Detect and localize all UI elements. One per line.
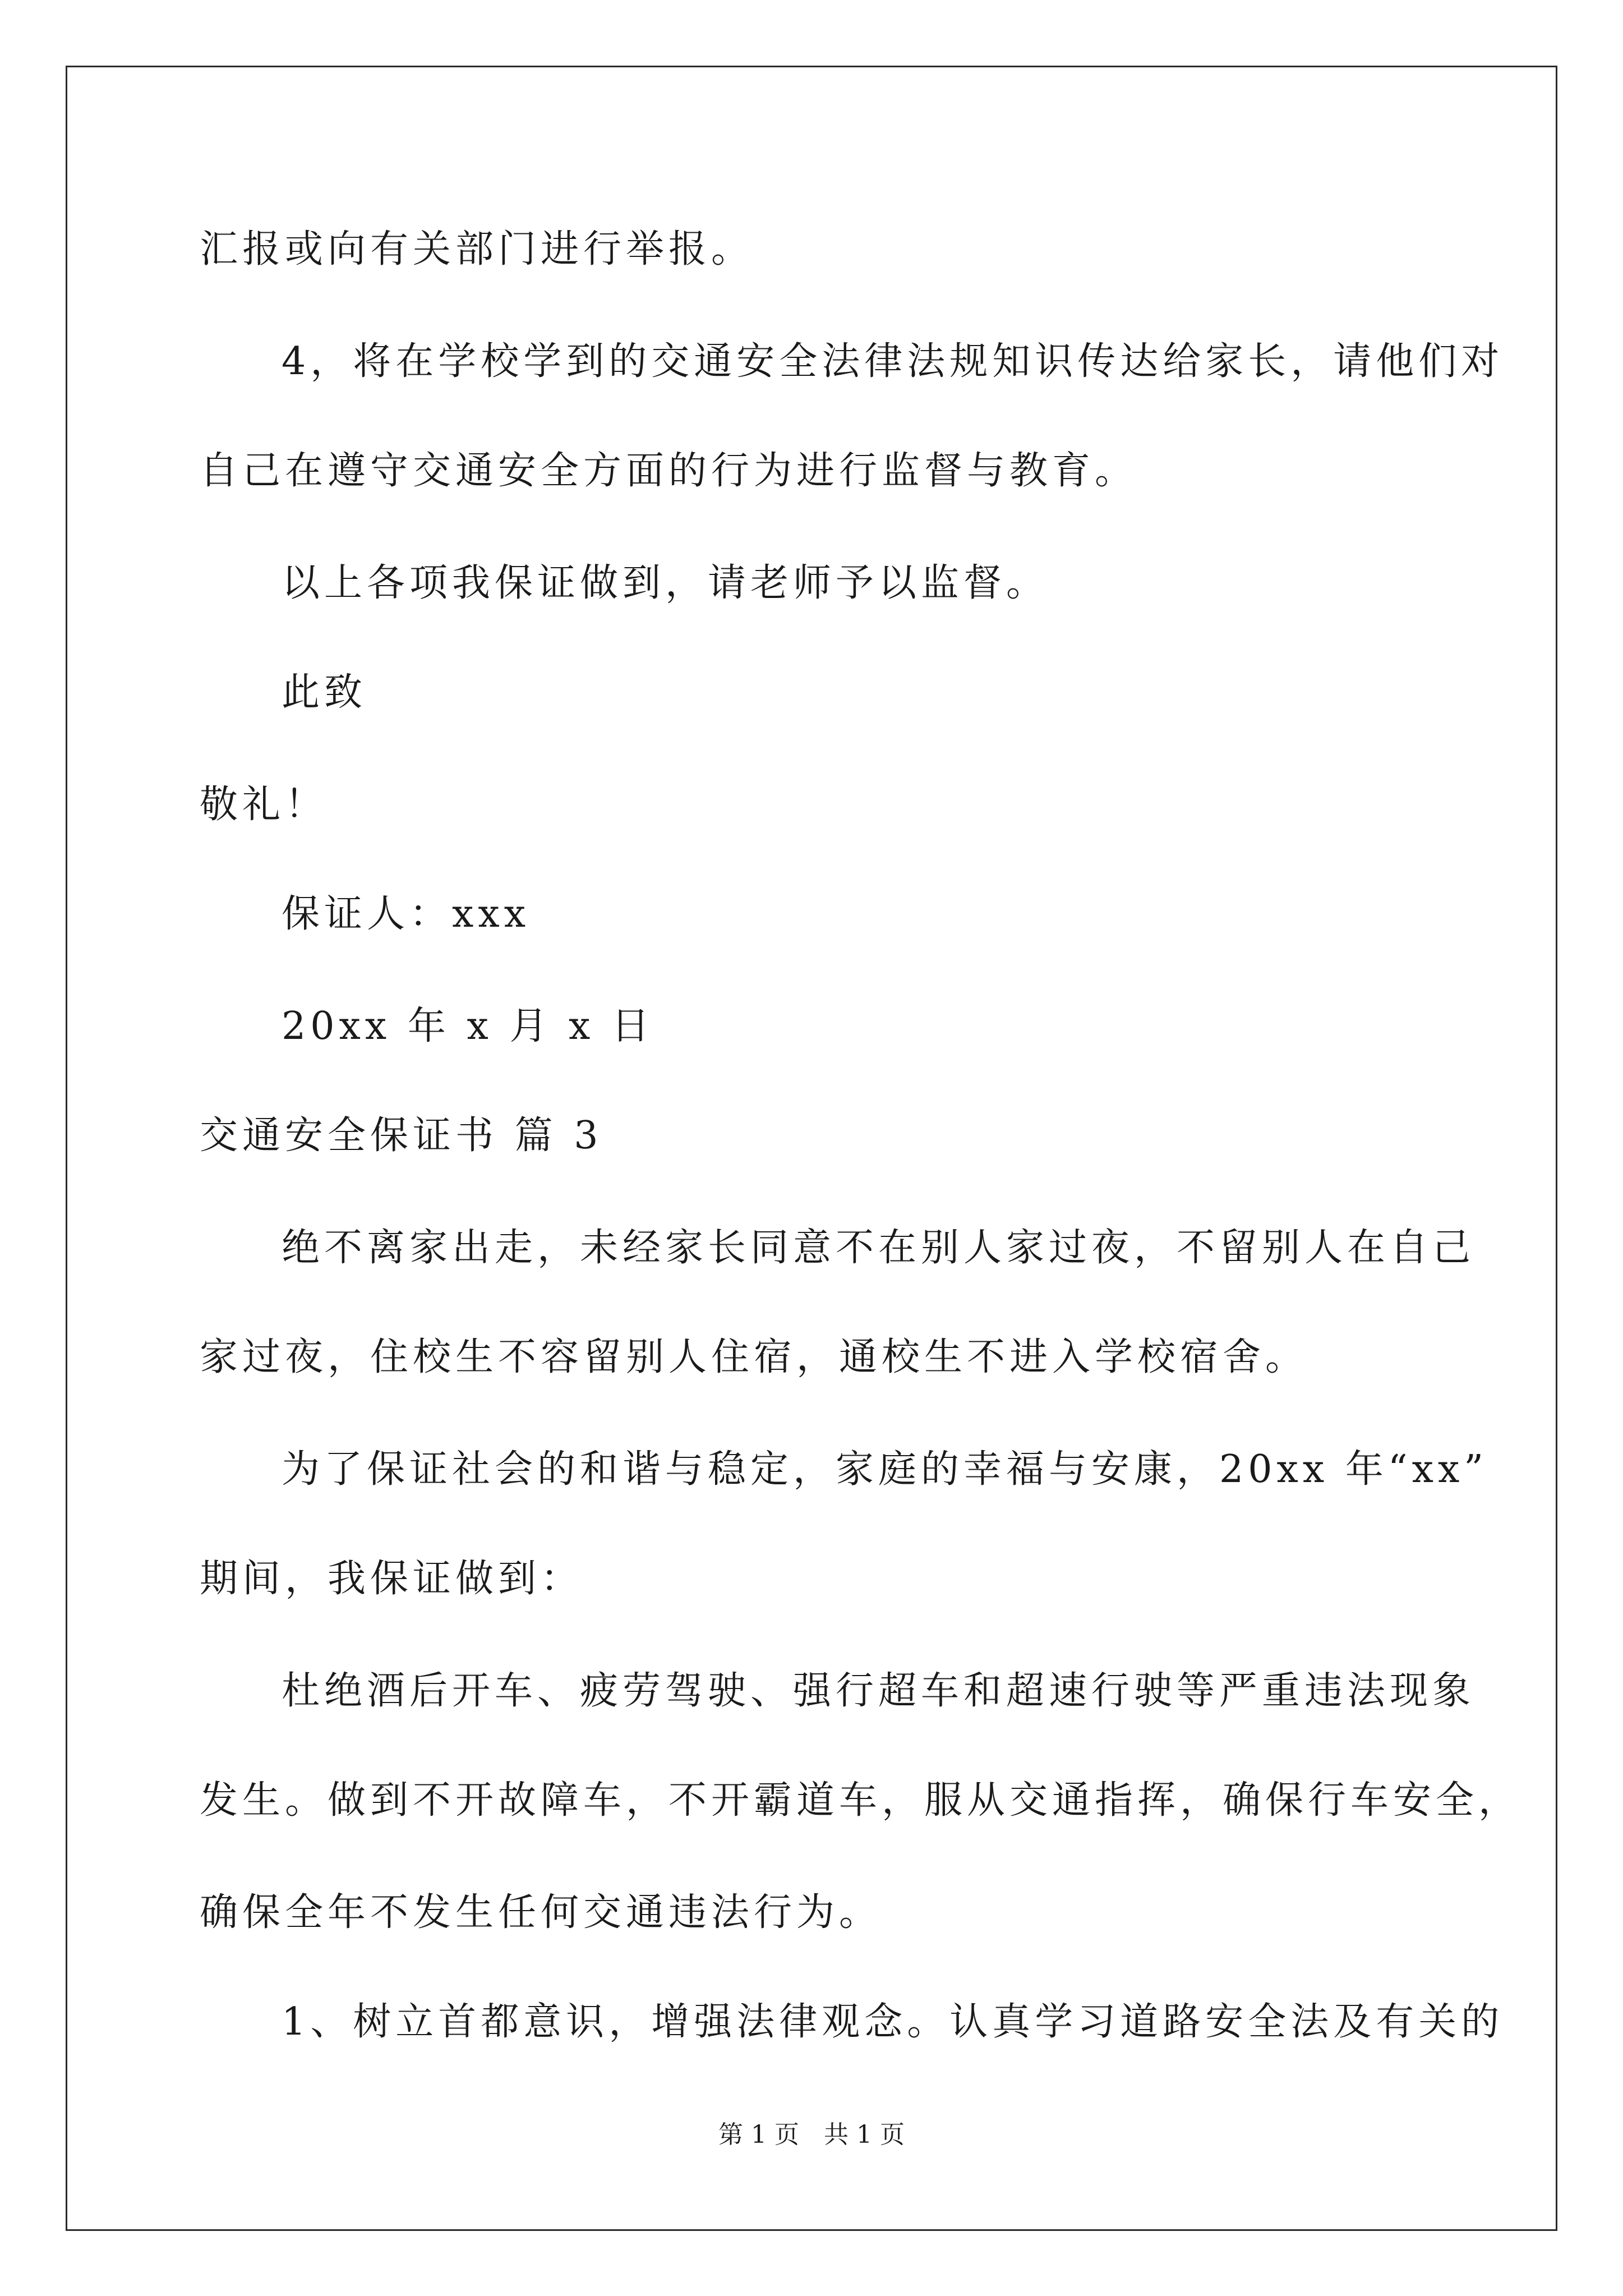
text-line: 以上各项我保证做到，请老师予以监督。 — [282, 561, 1049, 605]
text-line: 汇报或向有关部门进行举报。 — [200, 227, 754, 272]
text-line: 1、树立首都意识，增强法律观念。认真学习道路安全法及有关的 — [282, 2000, 1504, 2044]
text-line: 发生。做到不开故障车，不开霸道车，服从交通指挥，确保行车安全， — [200, 1778, 1521, 1823]
text-line: 家过夜，住校生不容留别人住宿，通校生不进入学校宿舍。 — [200, 1335, 1308, 1379]
page-footer: 第 1 页 共 1 页 — [718, 2120, 905, 2149]
text-line: 自己在遵守交通安全方面的行为进行监督与教育。 — [200, 449, 1138, 493]
date-line: 20xx 年 x 月 x 日 — [282, 1004, 654, 1048]
text-line: 期间，我保证做到： — [200, 1557, 584, 1601]
text-line: 此致 — [282, 670, 367, 715]
closing-salutation: 敬礼！ — [200, 783, 328, 827]
text-line: 4，将在学校学到的交通安全法律法规知识传达给家长，请他们对 — [282, 339, 1504, 384]
guarantor-line: 保证人：xxx — [282, 892, 531, 936]
text-line: 确保全年不发生任何交通违法行为。 — [200, 1890, 882, 1935]
text-line: 杜绝酒后开车、疲劳驾驶、强行超车和超速行驶等严重违法现象 — [282, 1669, 1476, 1713]
text-line: 为了保证社会的和谐与稳定，家庭的幸福与安康，20xx 年“xx” — [282, 1447, 1488, 1492]
section-heading: 交通安全保证书 篇 3 — [200, 1114, 603, 1158]
text-line: 绝不离家出走，未经家长同意不在别人家过夜，不留别人在自己 — [282, 1226, 1476, 1270]
